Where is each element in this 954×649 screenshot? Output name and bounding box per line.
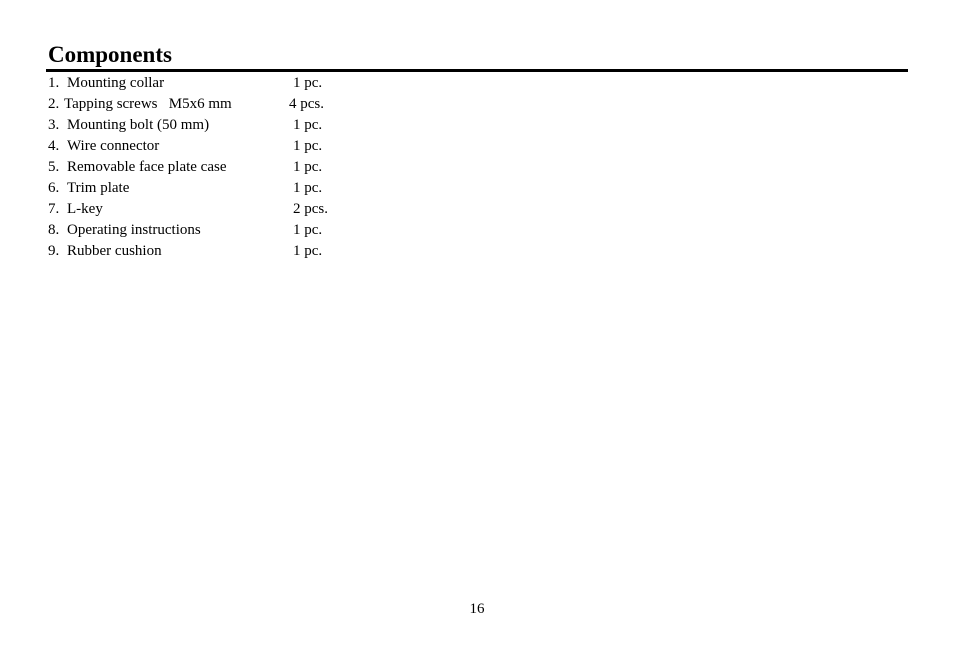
component-name: Removable face plate case (67, 159, 227, 175)
component-number: 2. (48, 96, 60, 112)
component-row (48, 220, 448, 241)
component-name: Trim plate (67, 180, 130, 196)
component-row (48, 115, 448, 136)
page-title: Components (48, 42, 172, 67)
component-row (48, 73, 448, 94)
page-number: 16 (469, 601, 485, 617)
components-list (48, 73, 448, 262)
component-quantity: 1 pc. (293, 159, 323, 175)
component-name: Rubber cushion (67, 243, 162, 259)
component-row (48, 94, 448, 115)
component-name: Tapping screws M5x6 mm (64, 96, 232, 112)
component-number: 6. (48, 180, 60, 196)
component-number: 3. (48, 117, 60, 133)
component-row (48, 178, 448, 199)
component-name: Mounting bolt (50 mm) (67, 117, 210, 133)
component-quantity: 1 pc. (293, 222, 323, 238)
component-name: L-key (67, 201, 103, 217)
component-quantity: 1 pc. (293, 180, 323, 196)
component-row (48, 157, 448, 178)
component-quantity: 1 pc. (293, 243, 323, 259)
component-number: 1. (48, 75, 60, 91)
component-name: Wire connector (67, 138, 160, 154)
title-divider (46, 69, 908, 72)
component-quantity: 1 pc. (293, 117, 323, 133)
component-name: Operating instructions (67, 222, 201, 238)
component-number: 4. (48, 138, 60, 154)
component-row (48, 199, 448, 220)
component-name: Mounting collar (67, 75, 165, 91)
component-number: 5. (48, 159, 60, 175)
component-quantity: 1 pc. (293, 75, 323, 91)
component-quantity: 4 pcs. (289, 96, 324, 112)
component-row (48, 136, 448, 157)
component-number: 9. (48, 243, 60, 259)
component-number: 8. (48, 222, 60, 238)
component-quantity: 1 pc. (293, 138, 323, 154)
component-quantity: 2 pcs. (293, 201, 328, 217)
component-number: 7. (48, 201, 60, 217)
component-row (48, 241, 448, 262)
